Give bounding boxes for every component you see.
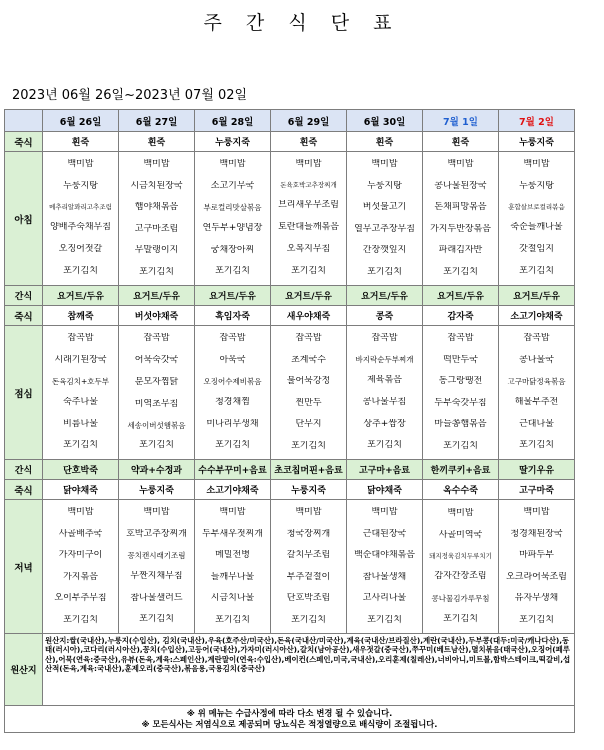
- date-range: 2023년 06월 26일~2023년 07월 02일: [12, 88, 248, 103]
- menu-item: 청경채된장국: [510, 528, 563, 539]
- menu-item: 찐만두: [295, 397, 322, 408]
- menu-item: 시금치나물: [210, 593, 255, 604]
- dinner-row-cell: [423, 500, 499, 634]
- day-header: 6월 26일: [43, 110, 119, 132]
- menu-list: [347, 500, 422, 633]
- menu-item: 포기김치: [63, 266, 98, 277]
- breakfast-row: [5, 152, 575, 286]
- lunch-porridge-row: [5, 306, 575, 326]
- menu-item: 고사리나물: [362, 593, 407, 604]
- menu-item: 파래김자반: [438, 245, 483, 256]
- dinner-porridge-row-cell: 닭야채죽: [347, 480, 423, 500]
- dinner-row-cell: [499, 500, 575, 634]
- menu-list: [119, 326, 194, 459]
- menu-list: [195, 152, 270, 285]
- menu-item: 초계국수: [291, 354, 326, 365]
- menu-item: 백순대야채볶음: [354, 550, 415, 561]
- menu-item: 포기김치: [139, 614, 174, 625]
- menu-item: 무짠지채무침: [130, 570, 183, 581]
- menu-item: 잡곡밥: [295, 333, 322, 344]
- menu-item: 부로컬리맛살볶음: [203, 202, 262, 212]
- menu-item: 콩나물김가루무침: [431, 593, 490, 603]
- menu-item: 어묵숙갓국: [134, 355, 179, 366]
- menu-item: 오징어젓갈: [58, 244, 103, 255]
- day-header: 6월 29일: [271, 110, 347, 132]
- menu-item: 포기김치: [519, 266, 554, 277]
- lunch-porridge-row-cell: 참깨죽: [43, 306, 119, 326]
- menu-item: 포기김치: [215, 614, 250, 625]
- menu-item: 콩나물된장국: [434, 180, 487, 191]
- dinner-row-cell: [43, 500, 119, 634]
- menu-item: 단무지: [295, 419, 322, 430]
- menu-item: 잡곡밥: [447, 333, 474, 344]
- menu-item: 백미밥: [219, 507, 246, 518]
- menu-item: 동그랑땡전: [438, 376, 483, 387]
- snack2-row-label: 간식: [5, 460, 43, 480]
- snack1-row-cell: 요거트/두유: [271, 286, 347, 306]
- menu-item: 백미밥: [67, 159, 94, 170]
- breakfast-row-cell: [423, 152, 499, 286]
- menu-item: 포기김치: [367, 440, 402, 451]
- menu-item: 오이부추무침: [54, 593, 107, 604]
- menu-item: 마파두부: [519, 550, 554, 561]
- day-header-saturday: 7월 1일: [423, 110, 499, 132]
- menu-item: 참나물샐러드: [130, 592, 183, 603]
- breakfast-porridge-row-cell: 흰죽: [43, 132, 119, 152]
- menu-item: 누룽지탕: [63, 181, 98, 192]
- menu-list: [423, 152, 498, 285]
- menu-item: 콩나물국: [519, 355, 554, 366]
- lunch-row-cell: [271, 326, 347, 460]
- lunch-row-cell: [119, 326, 195, 460]
- menu-item: 사골미역국: [438, 529, 483, 540]
- menu-item: 잡곡밥: [67, 333, 94, 344]
- menu-item: 두부숙갓무침: [434, 397, 487, 408]
- menu-item: 포기김치: [367, 266, 402, 277]
- note-line: ※ 모든식사는 저염식으로 제공되며 당뇨식은 적정열량으로 배식량이 조절됩니다.: [141, 719, 438, 730]
- menu-item: 포기김치: [519, 440, 554, 451]
- lunch-row-cell: [499, 326, 575, 460]
- menu-item: 두부새우젓찌개: [202, 528, 263, 539]
- menu-item: 미역초무침: [134, 398, 179, 409]
- menu-list: [271, 152, 346, 285]
- menu-item: 백미밥: [67, 507, 94, 518]
- menu-item: 포기김치: [291, 614, 326, 625]
- menu-item: 소고기무국: [210, 181, 255, 192]
- breakfast-porridge-row-cell: 흰죽: [423, 132, 499, 152]
- menu-list: [119, 152, 194, 285]
- menu-item: 백미밥: [143, 159, 170, 170]
- menu-item: 잡곡밥: [371, 333, 398, 344]
- menu-item: 오징어수제비볶음: [203, 376, 262, 386]
- breakfast-porridge-row-cell: 누룽지죽: [499, 132, 575, 152]
- menu-item: 연두부+양념장: [202, 222, 263, 233]
- menu-item: 죽순들깨나물: [510, 222, 563, 233]
- snack2-row-cell: 딸기우유: [499, 460, 575, 480]
- snack1-row-cell: 요거트/두유: [499, 286, 575, 306]
- menu-item: 비름나물: [63, 418, 98, 429]
- menu-list: [499, 500, 574, 633]
- menu-item: 호박고추장찌개: [126, 529, 187, 540]
- menu-item: 돼지정육김치두루치기: [429, 552, 492, 561]
- menu-list: [43, 500, 118, 633]
- dinner-row-label: 저녁: [5, 500, 43, 634]
- menu-item: 포기김치: [519, 614, 554, 625]
- menu-item: 누룽지탕: [367, 180, 402, 191]
- menu-item: 시금치된장국: [130, 180, 183, 191]
- menu-item: 시래기된장국: [54, 355, 107, 366]
- menu-list: [271, 500, 346, 633]
- menu-item: 콩나물무침: [362, 396, 407, 407]
- menu-item: 포기김치: [139, 266, 174, 277]
- menu-list: [43, 152, 118, 285]
- origin-row: [5, 634, 575, 706]
- menu-item: 포기김치: [215, 440, 250, 451]
- menu-item: 무말랭이지: [134, 245, 179, 256]
- menu-list: [499, 326, 574, 459]
- menu-item: 잡곡밥: [143, 333, 170, 344]
- menu-item: 오크라어묵조림: [506, 571, 567, 582]
- breakfast-porridge-row-cell: 흰죽: [347, 132, 423, 152]
- menu-item: 포기김치: [215, 266, 250, 277]
- menu-item: 햄야채볶음: [134, 202, 179, 213]
- menu-item: 간장깻잎지: [362, 245, 407, 256]
- dinner-row-cell: [347, 500, 423, 634]
- day-header: 6월 27일: [119, 110, 195, 132]
- menu-item: 백미밥: [371, 159, 398, 170]
- menu-item: 사골배추국: [58, 528, 103, 539]
- dinner-porridge-row-cell: 옥수수죽: [423, 480, 499, 500]
- menu-item: 근대나물: [519, 418, 554, 429]
- lunch-porridge-row-cell: 콩죽: [347, 306, 423, 326]
- menu-item: 포기김치: [63, 614, 98, 625]
- lunch-row-cell: [195, 326, 271, 460]
- menu-item: 오복지무침: [286, 244, 331, 255]
- menu-item: 미나리무생채: [206, 418, 259, 429]
- snack1-row-cell: 요거트/두유: [423, 286, 499, 306]
- menu-item: 백미밥: [143, 507, 170, 518]
- dinner-porridge-row-cell: 소고기야채죽: [195, 480, 271, 500]
- menu-item: 포기김치: [139, 440, 174, 451]
- menu-item: 바지락순두부찌개: [355, 355, 414, 365]
- menu-item: 갓절임지: [519, 244, 554, 255]
- notes-row: [5, 706, 575, 733]
- menu-item: 메추리알꽈리고추조림: [49, 203, 112, 212]
- menu-item: 단호박조림: [286, 593, 331, 604]
- menu-list: [347, 152, 422, 285]
- menu-item: 갈치무조림: [286, 550, 331, 561]
- lunch-porridge-row-label: 죽식: [5, 306, 43, 326]
- menu-list: [347, 326, 422, 459]
- lunch-row: [5, 326, 575, 460]
- menu-item: 포기김치: [367, 614, 402, 625]
- menu-item: 숙주나물: [63, 396, 98, 407]
- breakfast-row-cell: [119, 152, 195, 286]
- lunch-porridge-row-cell: 새우야채죽: [271, 306, 347, 326]
- menu-item: 포기김치: [443, 614, 478, 625]
- snack2-row: [5, 460, 575, 480]
- dinner-row-cell: [271, 500, 347, 634]
- menu-item: 버섯불고기: [362, 202, 407, 213]
- breakfast-row-cell: [347, 152, 423, 286]
- menu-item: 백미밥: [447, 159, 474, 170]
- snack1-row-cell: 요거트/두유: [347, 286, 423, 306]
- menu-item: 잡곡밥: [219, 333, 246, 344]
- menu-list: [271, 326, 346, 459]
- menu-item: 청경채찜: [215, 396, 250, 407]
- menu-item: 아욱국: [219, 355, 246, 366]
- menu-list: [119, 500, 194, 633]
- breakfast-row-cell: [271, 152, 347, 286]
- menu-item: 근대된장국: [362, 528, 407, 539]
- menu-item: 들깨무나물: [210, 571, 255, 582]
- snack2-row-cell: 약과+수정과: [119, 460, 195, 480]
- menu-item: 가지두반장볶음: [430, 223, 491, 234]
- menu-item: 백미밥: [295, 507, 322, 518]
- dinner-porridge-row: [5, 480, 575, 500]
- meal-table: [4, 109, 575, 733]
- menu-item: 제육볶음: [367, 375, 402, 386]
- menu-item: 꽁치캔시래기조림: [127, 550, 186, 560]
- menu-item: 가자미구이: [58, 550, 103, 561]
- menu-item: 백미밥: [371, 507, 398, 518]
- dinner-porridge-row-label: 죽식: [5, 480, 43, 500]
- menu-item: 메밀전병: [215, 550, 250, 561]
- menu-item: 유자무생채: [514, 593, 559, 604]
- menu-list: [195, 500, 270, 633]
- page-title: 주 간 식 단 표: [203, 12, 401, 34]
- menu-item: 누룽지탕: [519, 181, 554, 192]
- snack2-row-cell: 한끼쿠키+음료: [423, 460, 499, 480]
- lunch-row-cell: [423, 326, 499, 460]
- dinner-porridge-row-cell: 닭야채죽: [43, 480, 119, 500]
- lunch-row-cell: [43, 326, 119, 460]
- breakfast-porridge-row-cell: 누룽지죽: [195, 132, 271, 152]
- lunch-porridge-row-cell: 소고기야채죽: [499, 306, 575, 326]
- menu-item: 부추겉절이: [286, 571, 331, 582]
- menu-list: [43, 326, 118, 459]
- breakfast-row-cell: [43, 152, 119, 286]
- menu-item: 떡만두국: [443, 354, 478, 365]
- header-corner: [5, 110, 43, 132]
- menu-item: 포기김치: [291, 266, 326, 277]
- menu-item: 백미밥: [447, 507, 474, 518]
- dinner-porridge-row-cell: 고구마죽: [499, 480, 575, 500]
- menu-item: 포기김치: [63, 440, 98, 451]
- menu-item: 돈육김치+호두부: [52, 376, 109, 386]
- menu-item: 잡곡밥: [523, 333, 550, 344]
- breakfast-row-cell: [195, 152, 271, 286]
- notes-cell: [5, 706, 575, 733]
- menu-list: [499, 152, 574, 285]
- day-header: 6월 28일: [195, 110, 271, 132]
- snack1-row-cell: 요거트/두유: [195, 286, 271, 306]
- lunch-row-cell: [347, 326, 423, 460]
- menu-item: 돈채피망볶음: [434, 202, 487, 213]
- origin-label: 원산지: [5, 634, 43, 706]
- breakfast-row-cell: [499, 152, 575, 286]
- breakfast-porridge-row-cell: 흰죽: [271, 132, 347, 152]
- menu-item: 참나물생채: [362, 571, 407, 582]
- menu-item: 백미밥: [295, 159, 322, 170]
- snack1-row-cell: 요거트/두유: [119, 286, 195, 306]
- breakfast-porridge-row-label: 죽식: [5, 132, 43, 152]
- menu-item: 훈합살브로컬리볶음: [508, 203, 565, 212]
- dinner-porridge-row-cell: 누룽지죽: [119, 480, 195, 500]
- lunch-porridge-row-cell: 흑임자죽: [195, 306, 271, 326]
- snack2-row-cell: 고구마+음료: [347, 460, 423, 480]
- menu-item: 청국장찌개: [286, 528, 331, 539]
- day-header-row: [5, 110, 575, 132]
- snack1-row: [5, 286, 575, 306]
- breakfast-row-label: 아침: [5, 152, 43, 286]
- menu-item: 세송이버섯햄볶음: [127, 420, 186, 430]
- note-line: ※ 위 메뉴는 수급사정에 따라 다소 변경 될 수 있습니다.: [186, 708, 393, 718]
- menu-item: 해물부추전: [514, 396, 559, 407]
- menu-item: 포기김치: [443, 440, 478, 451]
- menu-item: 포기김치: [443, 266, 478, 277]
- dinner-row: [5, 500, 575, 634]
- menu-item: 마늘쫑햄볶음: [434, 419, 487, 430]
- snack1-row-label: 간식: [5, 286, 43, 306]
- dinner-row-cell: [195, 500, 271, 634]
- menu-item: 고구마닭정육볶음: [507, 376, 566, 386]
- menu-item: 분모자찜닭: [134, 376, 179, 387]
- lunch-porridge-row-cell: 감자죽: [423, 306, 499, 326]
- menu-item: 백미밥: [523, 159, 550, 170]
- snack2-row-cell: 초코칩머핀+음료: [271, 460, 347, 480]
- menu-list: [195, 326, 270, 459]
- menu-list: [423, 500, 498, 633]
- menu-item: 궁채장아찌: [210, 244, 255, 255]
- menu-item: 상추+쌈장: [363, 418, 406, 429]
- origin-text: 원산지:쌀(국내산),누룽지(수입산), 김치(국내산),우육(호주산/미국산),돈육(국내산/미국산),계육(국내산/브라질산),계란(국내산),두부콩(대두:미국/캐나다산),동태(러시아),코다리(러시아산),꽁치(수입산),고등어(국내산),가자미(러시아산),갈치(남아공산),새우젓갈(중국산),쭈꾸미(베트남산),멸치볶음(태국산),오징어(페루산),어묵(연육:중국산),유뷰(돈육,계육:스페인산),계란말이(연육:수입산),베이컨(스페인,미국,국내산),오리훈제(칠레산),너비아니,미트볼,함박스테이크,떡갈비,섭산적(돈육,계육:국내산),훈제오리(중국산),볶음용,국용김치(중국산): [43, 634, 575, 706]
- menu-item: 토란대들깨볶음: [278, 222, 339, 233]
- lunch-row-label: 점심: [5, 326, 43, 460]
- snack1-row-cell: 요거트/두유: [43, 286, 119, 306]
- menu-item: 백미밥: [219, 159, 246, 170]
- day-header: 6월 30일: [347, 110, 423, 132]
- dinner-porridge-row-cell: 누룽지죽: [271, 480, 347, 500]
- menu-list: [423, 326, 498, 459]
- lunch-porridge-row-cell: 버섯야채죽: [119, 306, 195, 326]
- menu-item: 불어묵강정: [286, 376, 331, 387]
- snack2-row-cell: 단호박죽: [43, 460, 119, 480]
- menu-item: 브리새우무조림: [278, 200, 339, 211]
- menu-item: 감자간장조림: [434, 571, 487, 582]
- day-header-sunday: 7월 2일: [499, 110, 575, 132]
- menu-item: 열무고추장무침: [354, 223, 415, 234]
- breakfast-porridge-row-cell: 흰죽: [119, 132, 195, 152]
- breakfast-porridge-row: [5, 132, 575, 152]
- menu-item: 고구마조림: [134, 223, 179, 234]
- menu-item: 돈육호박고추장찌개: [280, 181, 337, 190]
- menu-item: 백미밥: [523, 507, 550, 518]
- menu-item: 양배추숙채무침: [50, 222, 111, 233]
- dinner-row-cell: [119, 500, 195, 634]
- menu-item: 가지볶음: [63, 571, 98, 582]
- snack2-row-cell: 수수부꾸미+음료: [195, 460, 271, 480]
- menu-item: 포기김치: [291, 440, 326, 451]
